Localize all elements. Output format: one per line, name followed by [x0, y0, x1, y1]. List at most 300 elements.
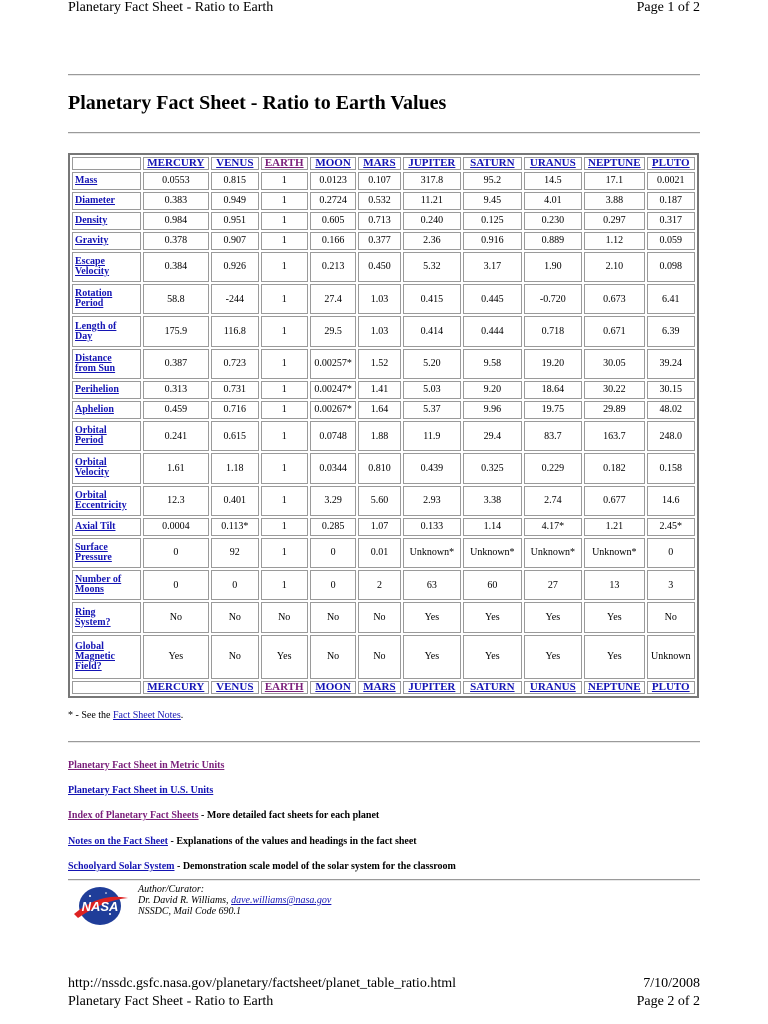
author-org: NSSDC, Mail Code 690.1	[138, 906, 242, 917]
row-label	[72, 316, 141, 346]
footer-url: http://nssdc.gsfc.nasa.gov/planetary/factsheet/planet_table_ratio.html	[68, 976, 456, 991]
value-cell: 0.213	[310, 252, 356, 282]
value-cell: 0.615	[211, 421, 258, 451]
value-cell: 0.815	[211, 172, 258, 190]
value-cell: 317.8	[403, 172, 461, 190]
value-cell: 1	[261, 453, 308, 483]
footer-cell-pluto	[647, 681, 695, 694]
value-cell: 1	[261, 381, 308, 399]
index-description: - More detailed fact sheets for each planet	[198, 810, 380, 821]
footer-page-number: Page 2 of 2	[636, 994, 700, 1009]
value-cell: 0.926	[211, 252, 258, 282]
value-cell: 9.45	[463, 192, 521, 210]
value-cell: Yes	[584, 635, 645, 679]
value-cell: Yes	[584, 602, 645, 632]
nasa-logo-text: NASA	[81, 899, 119, 914]
table-row	[72, 172, 695, 190]
nasa-logo-icon	[70, 884, 130, 928]
value-cell: 0.0021	[647, 172, 695, 190]
value-cell: 30.22	[584, 381, 645, 399]
value-cell: 2.10	[584, 252, 645, 282]
row-label	[72, 252, 141, 282]
footer-date: 7/10/2008	[643, 976, 700, 991]
row-label-link[interactable]: Distance from Sun	[75, 352, 116, 374]
value-cell: 63	[403, 570, 461, 600]
footnote-prefix: * - See the	[68, 710, 113, 721]
value-cell: No	[358, 602, 400, 632]
value-cell: 1.52	[358, 349, 400, 379]
value-cell: 27.4	[310, 284, 356, 314]
value-cell: 1	[261, 232, 308, 250]
table-row	[72, 232, 695, 250]
us-units-link[interactable]: Planetary Fact Sheet in U.S. Units	[68, 785, 214, 796]
value-cell: 13	[584, 570, 645, 600]
value-cell: 9.58	[463, 349, 521, 379]
value-cell: Yes	[463, 602, 521, 632]
value-cell: 1.03	[358, 316, 400, 346]
row-label	[72, 284, 141, 314]
value-cell: 0.317	[647, 212, 695, 230]
header-cell-pluto	[647, 157, 695, 170]
value-cell: 1	[261, 212, 308, 230]
schoolyard-description: - Demonstration scale model of the solar system for the classroom	[174, 861, 456, 872]
metric-units-link[interactable]: Planetary Fact Sheet in Metric Units	[68, 760, 225, 771]
value-cell: 0.00247*	[310, 381, 356, 399]
table-row	[72, 381, 695, 399]
value-cell: 12.3	[143, 486, 210, 516]
value-cell: 30.05	[584, 349, 645, 379]
value-cell: 0.133	[403, 518, 461, 536]
header-cell-mercury	[143, 157, 210, 170]
value-cell: 1	[261, 172, 308, 190]
page-header	[68, 0, 700, 18]
table-row	[72, 401, 695, 419]
fact-table	[68, 153, 699, 698]
row-label-link[interactable]: Length of Day	[75, 320, 117, 342]
value-cell: 1	[261, 192, 308, 210]
value-cell: 0.444	[463, 316, 521, 346]
value-cell: 6.41	[647, 284, 695, 314]
row-label-link[interactable]: Rotation Period	[75, 288, 113, 310]
value-cell: 4.17*	[524, 518, 582, 536]
value-cell: 0.810	[358, 453, 400, 483]
table-row	[72, 252, 695, 282]
mars-link[interactable]: MARS	[363, 157, 396, 169]
row-label	[72, 172, 141, 190]
value-cell: No	[211, 602, 258, 632]
row-label	[72, 538, 141, 568]
value-cell: 0.098	[647, 252, 695, 282]
value-cell: 0.723	[211, 349, 258, 379]
value-cell: 0.916	[463, 232, 521, 250]
value-cell: 19.20	[524, 349, 582, 379]
value-cell: 0.00257*	[310, 349, 356, 379]
uranus-link[interactable]: URANUS	[529, 157, 576, 169]
header-cell-uranus	[524, 157, 582, 170]
row-label	[72, 381, 141, 399]
value-cell: 3.17	[463, 252, 521, 282]
row-label-link[interactable]: Mass	[75, 174, 98, 186]
value-cell: 1.41	[358, 381, 400, 399]
value-cell: 0	[310, 538, 356, 568]
value-cell: Unknown*	[524, 538, 582, 568]
value-cell: 0.0344	[310, 453, 356, 483]
row-label-link[interactable]: Density	[75, 214, 108, 226]
row-label	[72, 212, 141, 230]
neptune-link[interactable]: NEPTUNE	[588, 681, 641, 693]
footer-cell-neptune	[584, 681, 645, 694]
value-cell: 0.384	[143, 252, 210, 282]
value-cell: 19.75	[524, 401, 582, 419]
value-cell: No	[261, 602, 308, 632]
venus-link[interactable]: VENUS	[216, 681, 254, 693]
footer-row	[72, 681, 695, 694]
value-cell: 0.125	[463, 212, 521, 230]
link-metric-units	[68, 760, 224, 771]
value-cell: 0.166	[310, 232, 356, 250]
value-cell: 0.439	[403, 453, 461, 483]
divider	[68, 132, 700, 134]
divider	[68, 879, 700, 881]
value-cell: No	[647, 602, 695, 632]
value-cell: No	[211, 635, 258, 679]
corner-cell	[72, 681, 141, 694]
uranus-link[interactable]: URANUS	[529, 681, 576, 693]
value-cell: 2.74	[524, 486, 582, 516]
value-cell: 3	[647, 570, 695, 600]
value-cell: 0.2724	[310, 192, 356, 210]
value-cell: 1	[261, 349, 308, 379]
row-label	[72, 401, 141, 419]
neptune-link[interactable]: NEPTUNE	[588, 157, 641, 169]
link-us-units	[68, 785, 213, 796]
moon-link[interactable]: MOON	[315, 157, 351, 169]
table-row	[72, 284, 695, 314]
row-label-link[interactable]: Ring System?	[75, 606, 111, 628]
table-row	[72, 453, 695, 483]
value-cell: 1	[261, 538, 308, 568]
value-cell: Unknown*	[463, 538, 521, 568]
header-cell-venus	[211, 157, 258, 170]
value-cell: 30.15	[647, 381, 695, 399]
value-cell: No	[143, 602, 210, 632]
value-cell: 1	[261, 316, 308, 346]
value-cell: 17.1	[584, 172, 645, 190]
table-row	[72, 538, 695, 568]
notes-link[interactable]: Notes on the Fact Sheet	[68, 836, 168, 847]
table-row	[72, 192, 695, 210]
footnote	[68, 710, 183, 721]
value-cell: 0.187	[647, 192, 695, 210]
value-cell: 0.716	[211, 401, 258, 419]
value-cell: 0.00267*	[310, 401, 356, 419]
value-cell: 27	[524, 570, 582, 600]
value-cell: 0.415	[403, 284, 461, 314]
value-cell: 0.0553	[143, 172, 210, 190]
row-label	[72, 232, 141, 250]
value-cell: 1.07	[358, 518, 400, 536]
row-label-link[interactable]: Orbital Eccentricity	[75, 489, 127, 511]
value-cell: Unknown*	[403, 538, 461, 568]
value-cell: 0.378	[143, 232, 210, 250]
header-title: Planetary Fact Sheet - Ratio to Earth	[68, 0, 274, 15]
footnote-suffix: .	[180, 710, 184, 721]
row-label-link[interactable]: Global Magnetic Field?	[75, 640, 115, 672]
value-cell: Yes	[403, 602, 461, 632]
schoolyard-link[interactable]: Schoolyard Solar System	[68, 861, 175, 872]
value-cell: 0	[310, 570, 356, 600]
value-cell: 6.39	[647, 316, 695, 346]
value-cell: 0.113*	[211, 518, 258, 536]
row-label-link[interactable]: Aphelion	[75, 403, 114, 415]
value-cell: 29.89	[584, 401, 645, 419]
pluto-link[interactable]: PLUTO	[651, 681, 690, 693]
author-role: Author/Curator:	[138, 884, 205, 895]
row-label-link[interactable]: Diameter	[75, 194, 115, 206]
value-cell: 0.387	[143, 349, 210, 379]
row-label-link[interactable]: Surface Pressure	[75, 541, 112, 563]
header-cell-neptune	[584, 157, 645, 170]
jupiter-link[interactable]: JUPITER	[408, 157, 456, 169]
value-cell: No	[358, 635, 400, 679]
value-cell: 1	[261, 518, 308, 536]
value-cell: 0.285	[310, 518, 356, 536]
value-cell: 0.673	[584, 284, 645, 314]
earth-link[interactable]: EARTH	[264, 157, 304, 169]
value-cell: 0.532	[358, 192, 400, 210]
value-cell: 0.718	[524, 316, 582, 346]
value-cell: 0	[143, 538, 210, 568]
table-row	[72, 518, 695, 536]
link-notes	[68, 836, 417, 847]
value-cell: 3.29	[310, 486, 356, 516]
row-label-link[interactable]: Orbital Velocity	[75, 457, 110, 479]
value-cell: 1.64	[358, 401, 400, 419]
saturn-link[interactable]: SATURN	[470, 681, 515, 693]
fact-sheet-notes-link[interactable]: Fact Sheet Notes	[113, 710, 181, 721]
header-page-number: Page 1 of 2	[636, 0, 700, 15]
footer-cell-mars	[358, 681, 400, 694]
value-cell: 0.182	[584, 453, 645, 483]
venus-link[interactable]: VENUS	[216, 157, 254, 169]
value-cell: 116.8	[211, 316, 258, 346]
value-cell: 0.445	[463, 284, 521, 314]
value-cell: 9.20	[463, 381, 521, 399]
value-cell: 5.37	[403, 401, 461, 419]
table-row	[72, 486, 695, 516]
table-row	[72, 421, 695, 451]
pluto-link[interactable]: PLUTO	[651, 157, 690, 169]
mars-link[interactable]: MARS	[363, 681, 396, 693]
value-cell: No	[310, 635, 356, 679]
value-cell: 2.93	[403, 486, 461, 516]
value-cell: 0.0004	[143, 518, 210, 536]
value-cell: 2.45*	[647, 518, 695, 536]
link-schoolyard	[68, 861, 456, 872]
table-row	[72, 602, 695, 632]
value-cell: 0.297	[584, 212, 645, 230]
table-row	[72, 635, 695, 679]
value-cell: 0.230	[524, 212, 582, 230]
value-cell: 29.5	[310, 316, 356, 346]
row-label	[72, 486, 141, 516]
row-label-link[interactable]: Axial Tilt	[75, 520, 116, 532]
value-cell: Yes	[261, 635, 308, 679]
table-row	[72, 570, 695, 600]
value-cell: 0.107	[358, 172, 400, 190]
row-label-link[interactable]: Perihelion	[75, 383, 119, 395]
value-cell: 4.01	[524, 192, 582, 210]
value-cell: Yes	[463, 635, 521, 679]
value-cell: 0.731	[211, 381, 258, 399]
row-label-link[interactable]: Orbital Period	[75, 425, 107, 446]
value-cell: 0	[143, 570, 210, 600]
author-email-link[interactable]: dave.williams@nasa.gov	[231, 895, 332, 906]
table-row	[72, 349, 695, 379]
value-cell: 0.383	[143, 192, 210, 210]
value-cell: 0.401	[211, 486, 258, 516]
value-cell: 0.450	[358, 252, 400, 282]
footer-cell-jupiter	[403, 681, 461, 694]
value-cell: 11.9	[403, 421, 461, 451]
earth-link[interactable]: EARTH	[264, 681, 304, 693]
footer-cell-earth	[261, 681, 308, 694]
row-label	[72, 192, 141, 210]
row-label	[72, 453, 141, 483]
row-label-link[interactable]: Escape Velocity	[75, 255, 110, 277]
page-title: Planetary Fact Sheet - Ratio to Earth Values	[68, 92, 447, 114]
value-cell: 0.605	[310, 212, 356, 230]
value-cell: Unknown*	[584, 538, 645, 568]
saturn-link[interactable]: SATURN	[470, 157, 515, 169]
value-cell: 0.951	[211, 212, 258, 230]
value-cell: 163.7	[584, 421, 645, 451]
value-cell: 3.38	[463, 486, 521, 516]
value-cell: Unknown	[647, 635, 695, 679]
value-cell: 0.459	[143, 401, 210, 419]
value-cell: 11.21	[403, 192, 461, 210]
value-cell: 1	[261, 284, 308, 314]
value-cell: 1	[261, 486, 308, 516]
value-cell: 0.229	[524, 453, 582, 483]
value-cell: 0.241	[143, 421, 210, 451]
value-cell: 1.21	[584, 518, 645, 536]
value-cell: 92	[211, 538, 258, 568]
row-label	[72, 349, 141, 379]
jupiter-link[interactable]: JUPITER	[408, 681, 456, 693]
value-cell: 1.12	[584, 232, 645, 250]
row-label	[72, 635, 141, 679]
value-cell: 0.984	[143, 212, 210, 230]
value-cell: 83.7	[524, 421, 582, 451]
table-body	[72, 172, 695, 679]
value-cell: 1.61	[143, 453, 210, 483]
value-cell: -0.720	[524, 284, 582, 314]
value-cell: 1	[261, 421, 308, 451]
value-cell: Yes	[524, 602, 582, 632]
footer-cell-mercury	[143, 681, 210, 694]
notes-description: - Explanations of the values and headings in the fact sheet	[167, 836, 417, 847]
row-label-link[interactable]: Gravity	[75, 234, 109, 246]
value-cell: 95.2	[463, 172, 521, 190]
row-label-link[interactable]: Number of Moons	[75, 574, 122, 596]
index-link[interactable]: Index of Planetary Fact Sheets	[68, 810, 199, 821]
value-cell: 2	[358, 570, 400, 600]
corner-cell	[72, 157, 141, 170]
value-cell: No	[310, 602, 356, 632]
value-cell: 48.02	[647, 401, 695, 419]
row-label	[72, 421, 141, 451]
value-cell: Yes	[524, 635, 582, 679]
value-cell: 58.8	[143, 284, 210, 314]
moon-link[interactable]: MOON	[315, 681, 351, 693]
value-cell: 0.889	[524, 232, 582, 250]
value-cell: 0	[647, 538, 695, 568]
value-cell: 0.949	[211, 192, 258, 210]
value-cell: 1	[261, 252, 308, 282]
value-cell: Yes	[403, 635, 461, 679]
table-row	[72, 316, 695, 346]
value-cell: 0.414	[403, 316, 461, 346]
value-cell: 0.01	[358, 538, 400, 568]
value-cell: 1.14	[463, 518, 521, 536]
value-cell: 175.9	[143, 316, 210, 346]
divider	[68, 741, 700, 743]
footer-cell-uranus	[524, 681, 582, 694]
table-row	[72, 212, 695, 230]
value-cell: 5.03	[403, 381, 461, 399]
value-cell: 5.20	[403, 349, 461, 379]
value-cell: 0.240	[403, 212, 461, 230]
value-cell: 0.713	[358, 212, 400, 230]
footer-cell-venus	[211, 681, 258, 694]
value-cell: 5.60	[358, 486, 400, 516]
value-cell: 1.88	[358, 421, 400, 451]
value-cell: 0.907	[211, 232, 258, 250]
value-cell: 248.0	[647, 421, 695, 451]
value-cell: 0.677	[584, 486, 645, 516]
mercury-link[interactable]: MERCURY	[147, 681, 205, 693]
header-row	[72, 157, 695, 170]
footer-cell-moon	[310, 681, 356, 694]
row-label	[72, 570, 141, 600]
header-cell-saturn	[463, 157, 521, 170]
row-label	[72, 518, 141, 536]
value-cell: 1	[261, 570, 308, 600]
value-cell: 0	[211, 570, 258, 600]
header-cell-earth	[261, 157, 308, 170]
footer-cell-saturn	[463, 681, 521, 694]
value-cell: 5.32	[403, 252, 461, 282]
value-cell: 0.325	[463, 453, 521, 483]
header-cell-mars	[358, 157, 400, 170]
link-index	[68, 810, 379, 821]
value-cell: 0.0748	[310, 421, 356, 451]
value-cell: 14.5	[524, 172, 582, 190]
value-cell: 0.313	[143, 381, 210, 399]
value-cell: 18.64	[524, 381, 582, 399]
header-cell-jupiter	[403, 157, 461, 170]
author-name-line	[138, 895, 331, 906]
value-cell: 0.671	[584, 316, 645, 346]
value-cell: 1.03	[358, 284, 400, 314]
value-cell: 0.059	[647, 232, 695, 250]
footer-title: Planetary Fact Sheet - Ratio to Earth	[68, 994, 274, 1009]
mercury-link[interactable]: MERCURY	[147, 157, 205, 169]
value-cell: 9.96	[463, 401, 521, 419]
author-block	[138, 884, 331, 917]
value-cell: 39.24	[647, 349, 695, 379]
